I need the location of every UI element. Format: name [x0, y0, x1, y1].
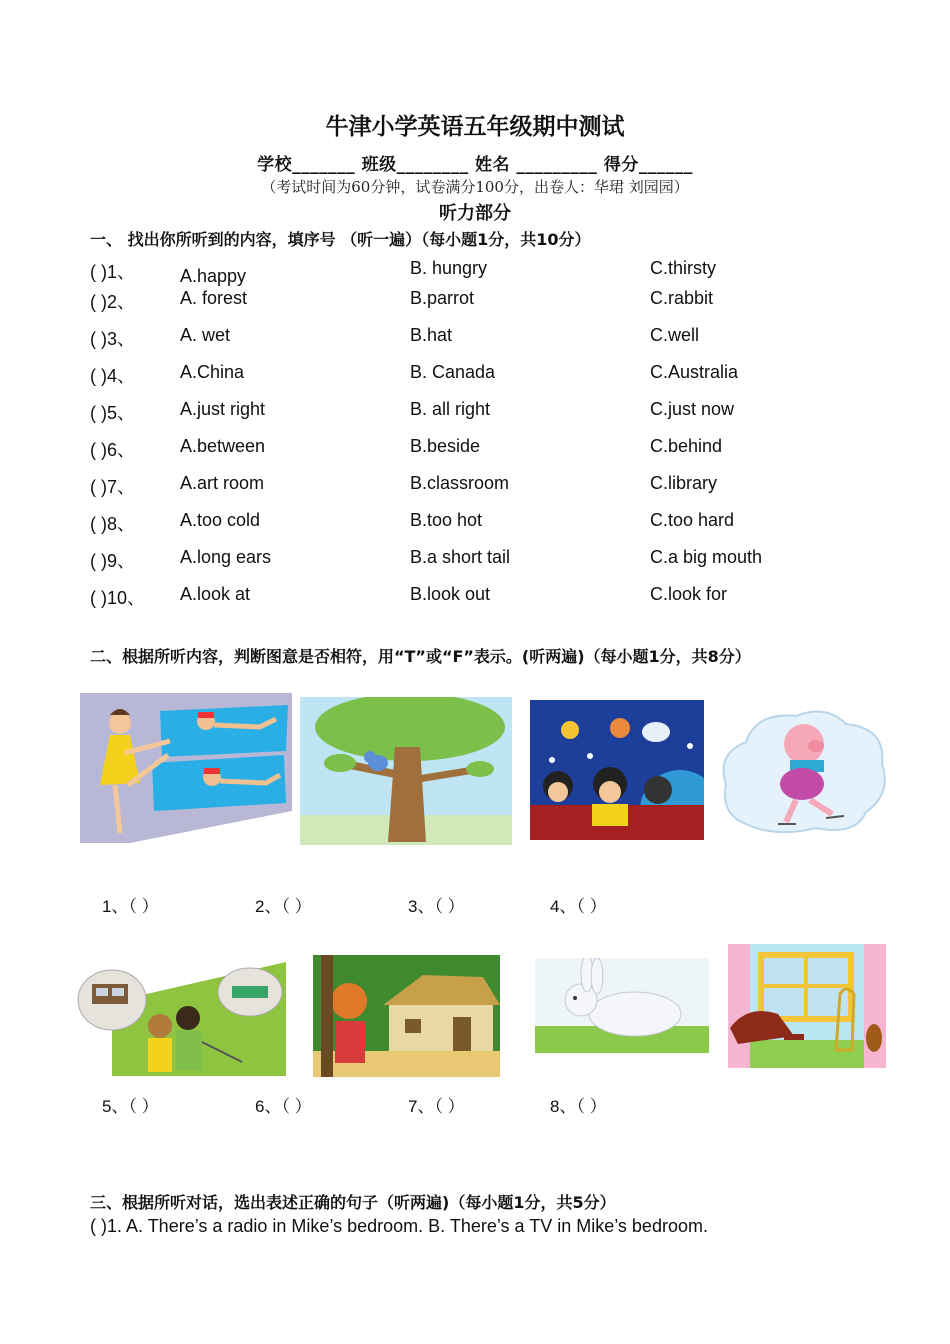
- question-row: [90, 399, 910, 429]
- question-row: [90, 473, 910, 503]
- pig-skating-picture: [716, 704, 890, 838]
- option-a: A. wet: [180, 325, 231, 345]
- section1-heading: 一、 找出你所听到的内容，填序号 （听一遍）（每小题1分，共10分）: [90, 230, 591, 249]
- option-b: B. Canada: [410, 362, 496, 382]
- picture-answer-4[interactable]: 4、（ ）: [550, 897, 607, 916]
- section3-question-1: ( )1. A. There’s a radio in Mike’s bedroom. B. There’s a TV in Mike’s bedroom.: [90, 1216, 708, 1236]
- question-number: ( )1、: [90, 262, 135, 282]
- option-c: C.look for: [650, 584, 728, 604]
- section2-heading: 二、根据所听内容，判断图意是否相符，用“T”或“F”表示。(听两遍)（每小题1分，共8分）: [90, 647, 751, 666]
- bird-tree-picture: [300, 697, 512, 845]
- option-b: B.look out: [410, 584, 491, 604]
- option-a: A. forest: [180, 288, 248, 308]
- option-b: B.parrot: [410, 288, 475, 308]
- dance-swim-picture: [80, 693, 292, 843]
- music-room-picture: [728, 944, 886, 1068]
- exam-note: （考试时间为60分钟，试卷满分100分，出卷人：华珺 刘园园）: [261, 178, 689, 196]
- option-b: B.hat: [410, 325, 453, 345]
- option-c: C.behind: [650, 436, 723, 456]
- option-c: C.just now: [650, 399, 735, 419]
- option-b: B.beside: [410, 436, 481, 456]
- question-number: ( )8、: [90, 514, 135, 534]
- question-row: [90, 510, 910, 540]
- question-row: [90, 288, 910, 318]
- picture-answer-1[interactable]: 1、（ ）: [102, 897, 159, 916]
- computer-room-picture: [72, 962, 286, 1076]
- question-row: [90, 436, 910, 466]
- question-row: [90, 584, 910, 614]
- section3-heading: 三、根据所听对话，选出表述正确的句子（听两遍)（每小题1分，共5分）: [90, 1193, 616, 1212]
- picture-answer-8[interactable]: 8、（ ）: [550, 1097, 607, 1116]
- option-a: A.art room: [180, 473, 265, 493]
- option-a: A.look at: [180, 584, 251, 604]
- option-c: C.too hard: [650, 510, 735, 530]
- picture-answer-2[interactable]: 2、（ ）: [255, 897, 312, 916]
- option-a: A.just right: [180, 399, 266, 419]
- picture-answer-6[interactable]: 6、（ ）: [255, 1097, 312, 1116]
- student-info-line: 学校_______ 班级________ 姓名 _________ 得分______: [257, 155, 693, 175]
- question-number: ( )10、: [90, 588, 146, 608]
- question-row: [90, 547, 910, 577]
- rabbit-picture: [535, 958, 709, 1053]
- question-number: ( )9、: [90, 551, 135, 571]
- option-c: C.Australia: [650, 362, 739, 382]
- option-c: C.library: [650, 473, 718, 493]
- picture-answer-5[interactable]: 5、（ ）: [102, 1097, 159, 1116]
- option-a: A.happy: [180, 266, 247, 286]
- picture-answer-3[interactable]: 3、（ ）: [408, 897, 465, 916]
- house-girl-picture: [313, 955, 500, 1077]
- option-a: A.too cold: [180, 510, 261, 530]
- question-number: ( )3、: [90, 329, 135, 349]
- option-b: B.a short tail: [410, 547, 511, 567]
- question-number: ( )2、: [90, 292, 135, 312]
- picture-answer-7[interactable]: 7、（ ）: [408, 1097, 465, 1116]
- question-number: ( )4、: [90, 366, 135, 386]
- option-c: C.a big mouth: [650, 547, 763, 567]
- question-number: ( )5、: [90, 403, 135, 423]
- option-c: C.rabbit: [650, 288, 714, 308]
- question-row: [90, 325, 910, 355]
- option-b: B. hungry: [410, 258, 488, 278]
- option-a: A.long ears: [180, 547, 272, 567]
- question-row: [90, 362, 910, 392]
- option-c: C.well: [650, 325, 700, 345]
- option-a: A.between: [180, 436, 266, 456]
- option-b: B. all right: [410, 399, 491, 419]
- question-number: ( )7、: [90, 477, 135, 497]
- question-row: [90, 258, 910, 288]
- option-b: B.too hot: [410, 510, 483, 530]
- option-b: B.classroom: [410, 473, 510, 493]
- question-number: ( )6、: [90, 440, 135, 460]
- planetarium-picture: [530, 700, 704, 840]
- option-a: A.China: [180, 362, 245, 382]
- exam-title: 牛津小学英语五年级期中测试: [325, 114, 625, 140]
- part-title: 听力部分: [439, 203, 511, 224]
- option-c: C.thirsty: [650, 258, 717, 278]
